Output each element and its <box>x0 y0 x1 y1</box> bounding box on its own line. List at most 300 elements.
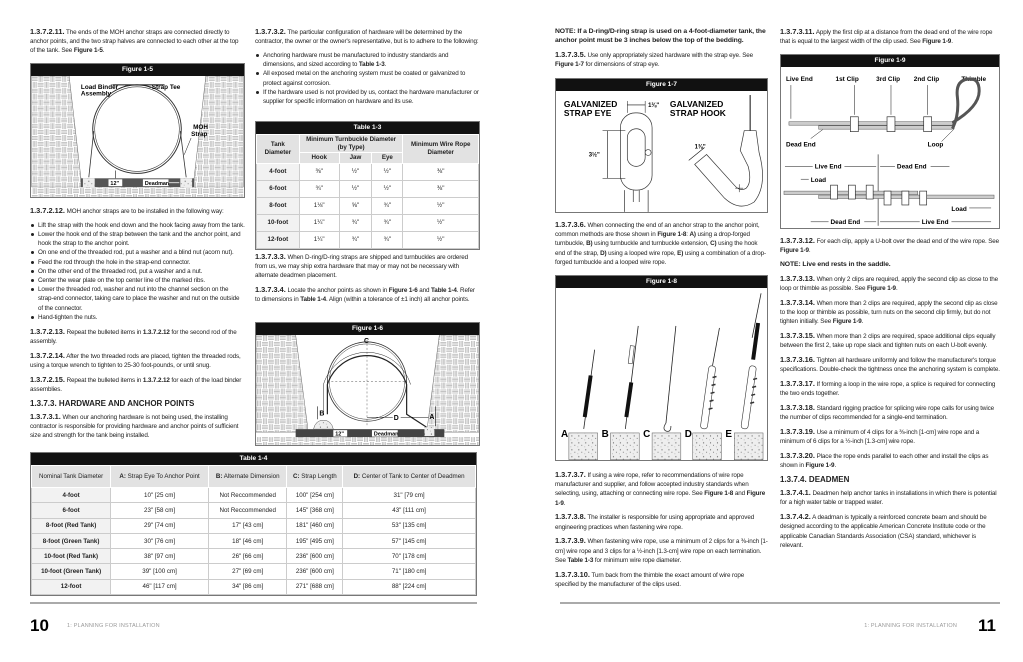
text-run: Feed the rod through the hole in the strap-end connector. <box>38 258 191 266</box>
paragraph <box>780 236 1000 255</box>
table-cell: 271" [688 cm] <box>287 579 343 594</box>
label-upper-dead-end: Dead End <box>896 163 927 171</box>
text-run: Locate the anchor points as shown in <box>285 287 389 295</box>
right-col1-text-middle <box>555 220 768 272</box>
text-run: When fastening wire rope, use a minimum of 2 clips for a ⅜-inch [1-cm] wire rope and 3 clips for a ½-inch [1.3-cm] wire rope on each termination. See <box>555 538 768 564</box>
text-run: Tighten all hardware uniformly and follow the manufacturer's torque specifications. Double-check the tightness once the anchoring system is complete. <box>780 357 1000 374</box>
table-cell: 1¼" <box>299 231 339 248</box>
bold-reference: Figure 1-5 <box>73 47 103 55</box>
paragraph <box>30 327 245 346</box>
header-key: A: <box>119 472 126 480</box>
paragraph <box>780 512 1000 550</box>
left-col1-text-top <box>30 27 245 60</box>
text-run: If the hardware used is not provided by us, contact the hardware manufacturer or supplier for specific information on hardware and its use. <box>263 88 479 106</box>
label-bottom-dead-end: Dead End <box>830 218 861 226</box>
paragraph <box>30 375 245 394</box>
table-cell: 43" [111 cm] <box>343 503 476 518</box>
label-live-end: Live End <box>785 76 813 84</box>
label-loop: Loop <box>927 141 944 149</box>
figure-title: Figure 1-9 <box>781 55 999 67</box>
table-cell: 26" [66 cm] <box>208 549 287 564</box>
column-header <box>343 466 476 488</box>
table-cell: ¾" <box>372 214 403 231</box>
section-number: 1.3.7.3.1. <box>30 411 61 421</box>
bold-reference: Figure 1-9 <box>555 490 766 507</box>
table-cell: 1⅛" <box>299 197 339 214</box>
paragraph <box>780 274 1000 293</box>
text-run: All exposed metal on the anchoring system must be coated or galvanized to protect against corrosion. <box>263 70 466 87</box>
paragraph <box>780 488 1000 507</box>
table-cell: Not Reccommended <box>208 488 287 503</box>
text-run: NOTE: Live end rests in the saddle. <box>780 261 891 268</box>
row-label: 6-foot <box>32 503 111 518</box>
bold-reference: A) <box>689 231 696 239</box>
bullet-item <box>255 51 480 69</box>
text-run: Center the wear plate on the top center line of the marked ribs. <box>38 277 205 285</box>
column-header <box>32 466 111 488</box>
header-label: Nominal Tank Diameter <box>39 472 104 480</box>
table-cell: ⅜" <box>299 163 339 180</box>
text-run: The particular configuration of hardware will be determined by the contractor, the owner or the owner's representative, but is to adhere to the following: <box>255 29 479 46</box>
row-label: 10-foot <box>257 214 300 231</box>
header-eye: Eye <box>372 153 403 164</box>
paragraph <box>780 298 1000 327</box>
section-heading: 1.3.7.4. DEADMEN <box>780 475 850 484</box>
bold-reference: Table 1-4 <box>431 287 457 295</box>
table-cell: 23" [58 cm] <box>111 503 209 518</box>
label-galvanized-hook: GALVANIZED <box>669 98 724 109</box>
section-number: 1.3.7.4.2. <box>780 512 811 522</box>
text-run: Repeat the bulleted items in <box>64 328 143 336</box>
table-row <box>32 488 476 503</box>
table-cell: ½" <box>403 197 479 214</box>
text-run: using a looped wire rope, <box>606 249 678 257</box>
text-run: Place the rope ends parallel to each other and install the clips as shown in <box>780 453 989 470</box>
row-label: 10-foot (Green Tank) <box>32 564 111 579</box>
label-d: D <box>393 415 399 423</box>
table-cell: 30" [76 cm] <box>111 533 209 548</box>
section-number: 1.3.7.3.7. <box>555 470 586 479</box>
text-run: Anchoring hardware must be manufactured to industry standards and dimensions, and sized according to <box>263 52 449 69</box>
text-run: using turnbuckle and turnbuckle extension, <box>592 240 711 248</box>
paragraph <box>780 403 1000 422</box>
column-header <box>111 466 209 488</box>
table-cell: 38" [97 cm] <box>111 549 209 564</box>
section-number: 1.3.7.3.9. <box>555 536 586 546</box>
row-label: 4-foot <box>32 488 111 503</box>
text-run: . <box>563 499 566 507</box>
text-run: and <box>733 490 747 498</box>
table-cell: ⅜" <box>403 163 479 180</box>
table-row <box>257 163 479 180</box>
section-number: 1.3.7.2.15. <box>30 374 65 384</box>
table-cell: 31" [79 cm] <box>343 488 476 503</box>
table-cell: 46" [117 cm] <box>111 579 209 594</box>
paragraph <box>780 427 1000 446</box>
text-run: Deadmen help anchor tanks in installations in which there is potential for a high water table or trapped water. <box>780 490 997 507</box>
table-title: Table 1-3 <box>256 122 479 134</box>
footer-section-right: 1: PLANNING FOR INSTALLATION <box>864 623 957 629</box>
table-cell: 181" [460 cm] <box>287 518 343 533</box>
figure-1-5 <box>30 63 245 198</box>
header-key: D: <box>353 472 361 480</box>
text-run: for minimum wire rope diameter. <box>593 556 682 564</box>
bullet-list <box>255 51 480 106</box>
label-galvanized-eye: GALVANIZED <box>563 98 618 109</box>
bullet-item <box>30 248 245 257</box>
text-run: and <box>417 287 432 295</box>
section-number: 1.3.7.3.11. <box>780 27 815 36</box>
section-number: 1.3.7.2.13. <box>30 326 65 336</box>
bold-reference: Figure 1-9 <box>780 247 809 255</box>
text-run: On one end of the threaded rod, put a washer and a blind nut (acorn nut). <box>38 249 234 257</box>
moh-strap-diagram <box>31 76 244 197</box>
label-eye-width: 1⅜" <box>648 102 660 109</box>
table-cell: 195" [495 cm] <box>287 533 343 548</box>
text-run: Lower the hook end of the strap between the tank and the anchor point, and hook the strap to the anchor point. <box>38 231 241 248</box>
bold-reference: E) <box>677 249 684 257</box>
table-cell: ½" <box>339 180 372 197</box>
text-run: When D-ring/D-ring straps are shipped and turnbuckles are ordered from us, we may ship extra hardware that may or may not be necessary with alternate deadmen placement. <box>255 254 468 280</box>
paragraph <box>30 27 245 56</box>
section-number: 1.3.7.3.18. <box>780 403 815 412</box>
text-run: If using a wire rope, refer to recommendations of wire rope manufacturer and supplier, and follow accepted industry standards when selecting, using, attaching or connecting wire rope. See <box>555 472 749 498</box>
header-jaw: Jaw <box>339 153 372 164</box>
table-cell: 18" [46 cm] <box>208 533 287 548</box>
paragraph <box>255 252 480 281</box>
label-3rd-clip: 3rd Clip <box>876 76 901 84</box>
text-run: . <box>951 38 953 46</box>
wire-rope-clip-diagram <box>781 67 999 228</box>
table-row <box>32 564 476 579</box>
label-c: C <box>643 428 651 440</box>
row-label: 12-foot <box>257 231 300 248</box>
text-run: . Align (within a tolerance of ±1 inch) all anchor points. <box>325 296 470 304</box>
figure-1-9 <box>780 54 1000 229</box>
paragraph <box>555 220 768 267</box>
header-label: Strap Eye To Anchor Point <box>127 472 200 480</box>
table-cell: ½" <box>339 163 372 180</box>
table-cell: 236" [600 cm] <box>287 564 343 579</box>
bullet-item <box>30 230 245 248</box>
label-b: B <box>601 428 609 440</box>
label-depth: 12" <box>335 431 344 438</box>
text-run: When only 2 clips are required, apply the second clip as close to the loop or thimble as possible. See <box>780 275 998 292</box>
label-upper-live-end: Live End <box>814 163 842 171</box>
section-number: 1.3.7.3.3. <box>255 252 286 261</box>
text-run: NOTE: If a D-ring/D-ring strap is used on a 4-foot-diameter tank, the anchor point must be 3 inches below the top of the bedding. <box>555 28 766 45</box>
bold-reference: Figure 1-7 <box>555 61 584 69</box>
text-run: . <box>834 462 837 470</box>
bullet-item <box>30 258 245 267</box>
header-hook: Hook <box>299 153 339 164</box>
paragraph <box>780 379 1000 398</box>
method-d <box>685 328 722 460</box>
label-c: C <box>364 337 370 345</box>
figure-title: Figure 1-8 <box>556 276 767 288</box>
paragraph <box>555 470 768 508</box>
footer-rule-left <box>30 602 477 604</box>
text-run: . Refer to dimensions in <box>255 287 475 304</box>
row-label: 10-foot (Red Tank) <box>32 549 111 564</box>
table-cell: ⅜" <box>403 180 479 197</box>
header-key: B: <box>215 472 223 480</box>
label-1st-clip: 1st Clip <box>835 76 859 84</box>
bold-reference: Figure 1-8 <box>657 231 687 239</box>
row-label: 8-foot <box>257 197 300 214</box>
table-row <box>32 549 476 564</box>
table-1-3 <box>255 121 480 250</box>
bold-reference: 1.3.7.2.12 <box>142 328 170 336</box>
table-cell: 34" [86 cm] <box>208 579 287 594</box>
footer-section-left: 1: PLANNING FOR INSTALLATION <box>67 623 160 629</box>
bold-reference: Figure 1-9 <box>805 462 835 470</box>
row-label: 8-foot (Red Tank) <box>32 518 111 533</box>
text-run: When more than 2 clips are required, space additional clips equally between the first 2, take up rope slack and tighten nuts on each U-bolt evenly. <box>780 333 996 350</box>
figure-1-8 <box>555 275 768 461</box>
section-number: 1.3.7.3.4. <box>255 285 286 295</box>
header-label: Alternate Dimension <box>223 472 280 480</box>
method-b <box>602 326 640 460</box>
paragraph <box>555 50 768 69</box>
bullet-item <box>30 221 245 230</box>
method-c <box>643 326 681 460</box>
label-d: D <box>684 428 692 440</box>
table-row <box>257 180 479 197</box>
table-cell: ½" <box>403 214 479 231</box>
paragraph <box>30 206 245 216</box>
figure-title: Figure 1-6 <box>256 323 479 335</box>
table-cell: 57" [145 cm] <box>343 533 476 548</box>
table-row <box>32 503 476 518</box>
text-run: . <box>808 247 811 255</box>
table-row <box>32 579 476 594</box>
header-key: C: <box>292 472 300 480</box>
label-a: A <box>560 428 569 440</box>
text-run: When more than 2 clips are required, apply the second clip as close to the loop or thimble as possible, turn nuts on the second clip firmly, but do not tighten initially. See <box>780 299 998 326</box>
left-col2-text-top <box>255 27 480 111</box>
section-number: 1.3.7.3.14. <box>780 297 815 307</box>
right-col2-text-bottom <box>780 236 1000 555</box>
table-cell: ⅝" <box>339 197 372 214</box>
label-thimble: Thimble <box>961 76 987 84</box>
figure-1-7 <box>555 78 768 213</box>
text-run: for the second rod of the assembly. <box>30 328 237 345</box>
table-row <box>32 518 476 533</box>
bold-reference: Figure 1-9 <box>867 285 896 292</box>
table-cell: 39" [100 cm] <box>111 564 209 579</box>
bold-reference: Figure 1-9 <box>922 38 952 46</box>
label-assembly: Assembly <box>80 90 112 98</box>
text-run: Lift the strap with the hook end down and the hook facing away from the tank. <box>38 221 245 229</box>
section-number: 1.3.7.3.2. <box>255 27 286 36</box>
section-number: 1.3.7.3.20. <box>780 451 815 460</box>
table-cell: 88" [224 cm] <box>343 579 476 594</box>
paragraph <box>555 512 768 531</box>
header-tank-diameter: Tank Diameter <box>257 135 300 164</box>
strap-eye-hook-diagram <box>556 91 767 212</box>
section-heading: 1.3.7.3. HARDWARE AND ANCHOR POINTS <box>30 398 195 408</box>
label-dead-end: Dead End <box>785 141 816 149</box>
section-number: 1.3.7.3.12. <box>780 236 815 245</box>
text-run: using the hook end of the strap, <box>555 240 758 257</box>
label-e: E <box>725 428 733 440</box>
bold-reference: Figure 1-9 <box>832 318 862 326</box>
bullet-list <box>30 221 245 322</box>
bold-reference: D) <box>600 249 607 257</box>
table-cell: ½" <box>403 231 479 248</box>
table-cell: ½" <box>372 163 403 180</box>
text-run: Hand-tighten the nuts. <box>38 313 98 321</box>
table-cell: ¾" <box>339 231 372 248</box>
method-a <box>561 350 598 460</box>
table-cell: ¾" <box>372 231 403 248</box>
figure-1-6 <box>255 322 480 446</box>
header-wire-rope: Minimum Wire Rope Diameter <box>403 135 479 164</box>
section-number: 1.3.7.2.14. <box>30 350 65 360</box>
bold-reference: Table 1-3 <box>567 556 594 564</box>
paragraph <box>780 331 1000 350</box>
label-moh: MOH <box>193 124 208 132</box>
right-col1-text-top <box>555 27 768 74</box>
text-run: Apply the first clip at a distance from the dead end of the wire rope that is equal to the largest width of the clip used. See <box>780 29 993 46</box>
text-run: : <box>686 231 690 239</box>
label-load-binder: Load Binder <box>80 83 119 91</box>
table-cell: 1¼" <box>299 214 339 231</box>
column-header <box>287 466 343 488</box>
anchor-connection-methods-diagram <box>556 288 767 460</box>
section-number: 1.3.7.3.15. <box>780 331 815 340</box>
label-strap: Strap <box>191 131 208 139</box>
row-label: 4-foot <box>257 163 300 180</box>
table-cell: 29" [74 cm] <box>111 518 209 533</box>
text-run: . <box>861 318 864 326</box>
footer-rule-right <box>560 602 1000 604</box>
table-cell: 236" [600 cm] <box>287 549 343 564</box>
right-col1-text-bottom <box>555 470 768 594</box>
text-run: After the two threaded rods are placed, tighten the threaded rods, using a torque wrench to tighten to 25-30 foot-pounds, or until snug. <box>30 352 241 369</box>
section-number: 1.3.7.3.5. <box>555 50 586 59</box>
label-2nd-clip: 2nd Clip <box>913 76 940 84</box>
text-run: When connecting the end of an anchor strap to the anchor point, common methods are those shown in <box>555 222 760 239</box>
label-eye-length: 3½" <box>588 152 600 159</box>
label-b: B <box>319 410 325 418</box>
left-col2-text-bottom <box>255 252 480 309</box>
text-run: The installer is responsible for using appropriate and approved engineering practices when fastening wire rope. <box>555 514 755 531</box>
text-run: Lower the threaded rod, washer and nut into the channel section on the strap-end connector, taking care to place the washer and nut on the outside of the connector. <box>38 286 240 312</box>
section-number: 1.3.7.4.1. <box>780 488 811 498</box>
table-1-4 <box>30 452 477 596</box>
text-run: Repeat the bulleted items in <box>64 376 143 384</box>
bullet-item <box>255 88 480 106</box>
table-row <box>32 533 476 548</box>
text-run: . <box>895 285 898 292</box>
paragraph <box>555 536 768 565</box>
table-title: Table 1-4 <box>31 453 476 465</box>
section-number: 1.3.7.3.10. <box>555 569 590 579</box>
bullet-item <box>30 276 245 285</box>
header-turnbuckle: Minimum Turnbuckle Diameter (by Type) <box>299 135 403 153</box>
bullet-item <box>255 69 480 87</box>
text-run: MOH anchor straps are to be installed in the following way: <box>64 208 224 215</box>
table-cell: 17" [43 cm] <box>208 518 287 533</box>
bold-reference: Figure 1-8 <box>704 490 734 498</box>
bold-reference: Table 1-3 <box>358 61 385 69</box>
label-load-right: Load <box>951 205 967 213</box>
table-cell: 100" [254 cm] <box>287 488 343 503</box>
bullet-item <box>30 313 245 322</box>
text-run: On the other end of the threaded rod, put a washer and a nut. <box>38 267 203 275</box>
text-run: . <box>102 47 105 55</box>
left-col1-text-bottom <box>30 206 245 445</box>
label-hook-width: 1⅜" <box>694 144 706 151</box>
paragraph <box>255 285 480 304</box>
header-label: Strap Length <box>301 472 337 480</box>
bold-reference: 1.3.7.2.12 <box>142 376 170 384</box>
label-strap-eye: STRAP EYE <box>563 107 612 118</box>
text-run: for each of the load binder assemblies. <box>30 376 242 393</box>
table-cell: 10" [25 cm] <box>111 488 209 503</box>
table-row <box>257 197 479 214</box>
table-cell: 71" [180 cm] <box>343 564 476 579</box>
text-run: Use a minimum of 4 clips for a ⅜-inch [1-cm] wire rope and a minimum of 6 clips for a ½-inch [1.3-cm] wire rope. <box>780 429 980 446</box>
paragraph <box>255 27 480 46</box>
label-deadman: Deadman <box>144 181 170 188</box>
text-run: using a drop-forged turnbuckle, <box>555 231 750 248</box>
bullet-item <box>30 285 245 313</box>
text-run: Use only appropriately sized hardware with the strap eye. See <box>585 52 754 59</box>
table-row <box>257 214 479 231</box>
text-run: For each clip, apply a U-bolt over the dead end of the wire rope. See <box>814 238 1000 245</box>
section-number: 1.3.7.2.11. <box>30 27 65 36</box>
label-deadman: Deadman <box>373 431 399 438</box>
page-number-left: 10 <box>30 616 49 635</box>
bullet-item <box>30 267 245 276</box>
table-cell: ½" <box>372 180 403 197</box>
row-label: 12-foot <box>32 579 111 594</box>
text-run: If forming a loop in the wire rope, a splice is required for connecting the two ends together. <box>780 381 996 398</box>
text-run: When our anchoring hardware is not being used, the installing contractor is responsible for providing hardware and anchor points of sufficient size and strength for the tank being installed. <box>30 413 239 440</box>
bold-reference: B) <box>586 240 593 248</box>
paragraph <box>555 570 768 589</box>
text-run: Turn back from the thimble the exact amount of wire rope specified by the manufacturer of the clips used. <box>555 571 745 588</box>
label-a: A <box>429 414 435 422</box>
column-header <box>208 466 287 488</box>
bold-reference: Table 1-4 <box>300 296 326 304</box>
label-load-left: Load <box>810 177 827 185</box>
section-number: 1.3.7.3.13. <box>780 273 815 283</box>
page-number-right: 11 <box>978 616 996 635</box>
anchor-points-diagram <box>256 335 479 445</box>
table-cell: 145" [368 cm] <box>287 503 343 518</box>
text-run: . <box>384 61 387 69</box>
table-cell: ¾" <box>299 180 339 197</box>
section-number: 1.3.7.3.19. <box>780 427 815 436</box>
text-run: Standard rigging practice for splicing wire rope calls for using twice the number of clips recommended for a single-end termination. <box>780 405 995 422</box>
paragraph <box>30 351 245 370</box>
paragraph <box>780 355 1000 374</box>
paragraph <box>780 27 1000 46</box>
label-strap-hook: STRAP HOOK <box>669 107 726 118</box>
paragraph <box>780 451 1000 470</box>
label-bottom-live-end: Live End <box>921 218 949 226</box>
figure-title: Figure 1-7 <box>556 79 767 91</box>
text-run: The ends of the MOH anchor straps are connected directly to anchor points, and the two strap halves are connected to each other at the top of the tank. See <box>30 29 239 55</box>
table-cell: 53" [135 cm] <box>343 518 476 533</box>
figure-title: Figure 1-5 <box>31 64 244 76</box>
table-row <box>257 231 479 248</box>
text-run: using a combination of a drop-forged turnbuckle and a looped wire rope. <box>555 249 766 266</box>
